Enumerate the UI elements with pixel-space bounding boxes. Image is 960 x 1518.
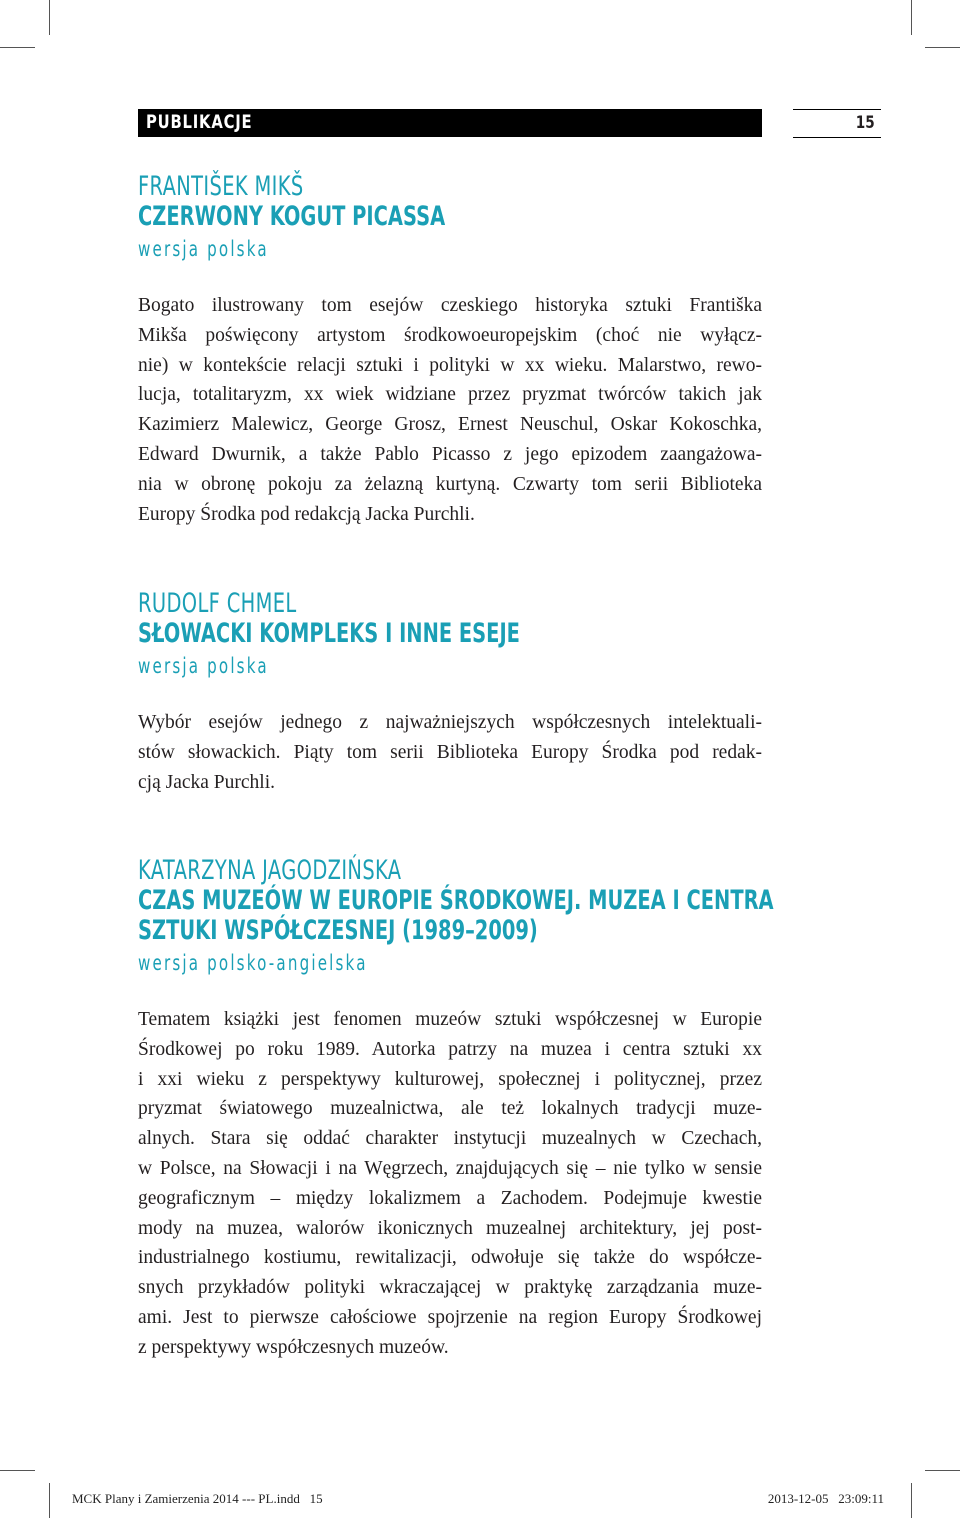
footer-timestamp: 2013-12-05 23:09:11 [767,1491,884,1506]
crop-mark [911,1483,912,1518]
text-line: i xxi wieku z perspektywy kulturowej, społecznej i politycznej, przez [138,1068,762,1090]
entry-title: CZAS MUZEÓW W EUROPIE ŚRODKOWEJ. MUZEA I CENTRA [138,885,774,916]
entry-description [138,1005,762,1363]
entry-description [138,708,762,797]
page-number-box [793,109,881,138]
crop-mark [49,1483,50,1518]
text-line: industrialnego kostiumu, rewitalizacji, odwołuje się także do współcze- [138,1247,762,1269]
text-line: geograficznym – między lokalizmem a Zachodem. Podejmuje kwestie [138,1187,762,1209]
section-title: PUBLIKACJE [146,111,253,133]
crop-mark [925,47,960,48]
text-line: Wybór esejów jednego z najważniejszych współczesnych intelektuali- [138,712,762,733]
crop-mark [925,1470,960,1471]
entry-version: wersja polska [138,654,269,678]
page-number: 15 [856,113,875,133]
text-line: Edward Dwurnik, a także Pablo Picasso z jego epizodem zaangażowa- [138,443,762,465]
entry-author: FRANTIŠEK MIKŠ [138,171,304,202]
text-line: pryzmat światowego muzealnictwa, ale też lokalnych tradycji muze- [138,1098,762,1120]
text-line: nie) w kontekście relacji sztuki i polityki w xx wieku. Malarstwo, rewo- [138,354,762,376]
entry-author: RUDOLF CHMEL [138,588,297,619]
text-line: snych przykładów polityki wkraczającej w praktykę zarządzania muze- [138,1277,762,1299]
text-line: alnych. Stara się oddać charakter instytucji muzealnych w Czechach, [138,1128,762,1150]
text-line: z perspektywy współczesnych muzeów. [138,1336,449,1358]
crop-mark [0,47,35,48]
entry-title: SZTUKI WSPÓŁCZESNEJ (1989–2009) [138,915,538,946]
text-line: Bogato ilustrowany tom esejów czeskiego historyka sztuki Františka [138,295,762,316]
text-line: Kazimierz Malewicz, George Grosz, Ernest Neuschul, Oskar Kokoschka, [138,414,762,436]
text-line: lucja, totalitaryzm, xx wiek widziane przez pryzmat twórców takich jak [138,384,762,406]
entry-title: SŁOWACKI KOMPLEKS I INNE ESEJE [138,618,520,649]
text-line: w Polsce, na Słowacji i na Węgrzech, znajdujących się – nie tylko w sensie [138,1157,762,1179]
entry-title: CZERWONY KOGUT PICASSA [138,201,446,232]
crop-mark [0,1470,35,1471]
entry-version: wersja polska [138,237,269,261]
text-line: Mikša poświęcony artystom środkowoeuropejskim (choć nie wyłącz- [138,324,762,346]
text-line: mody na muzea, walorów ikonicznych muzealnej architektury, jej post- [138,1217,762,1239]
entry [138,855,774,1363]
entry [138,172,762,529]
section-header-bar [138,109,762,137]
text-line: cją Jacka Purchli. [138,771,275,793]
entry-author: KATARZYNA JAGODZIŃSKA [138,855,402,886]
crop-mark [49,0,50,35]
text-line: nia w obronę pokoju za żelazną kurtyną. Czwarty tom serii Biblioteka [138,473,762,495]
text-line: Europy Środka pod redakcją Jacka Purchli. [138,503,475,525]
entry [138,589,762,797]
crop-mark [911,0,912,35]
text-line: Tematem książki jest fenomen muzeów sztuki współczesnej w Europie [138,1009,762,1030]
entry-description [138,291,762,529]
footer-file: MCK Plany i Zamierzenia 2014 --- PL.indd 15 [72,1491,323,1506]
text-line: stów słowackich. Piąty tom serii Biblioteka Europy Środka pod redak- [138,741,762,763]
entry-version: wersja polsko-angielska [138,951,368,975]
text-line: ami. Jest to pierwsze całościowe spojrzenie na region Europy Środkowej [138,1306,762,1328]
text-line: Środkowej po roku 1989. Autorka patrzy na muzea i centra sztuki xx [138,1038,762,1060]
